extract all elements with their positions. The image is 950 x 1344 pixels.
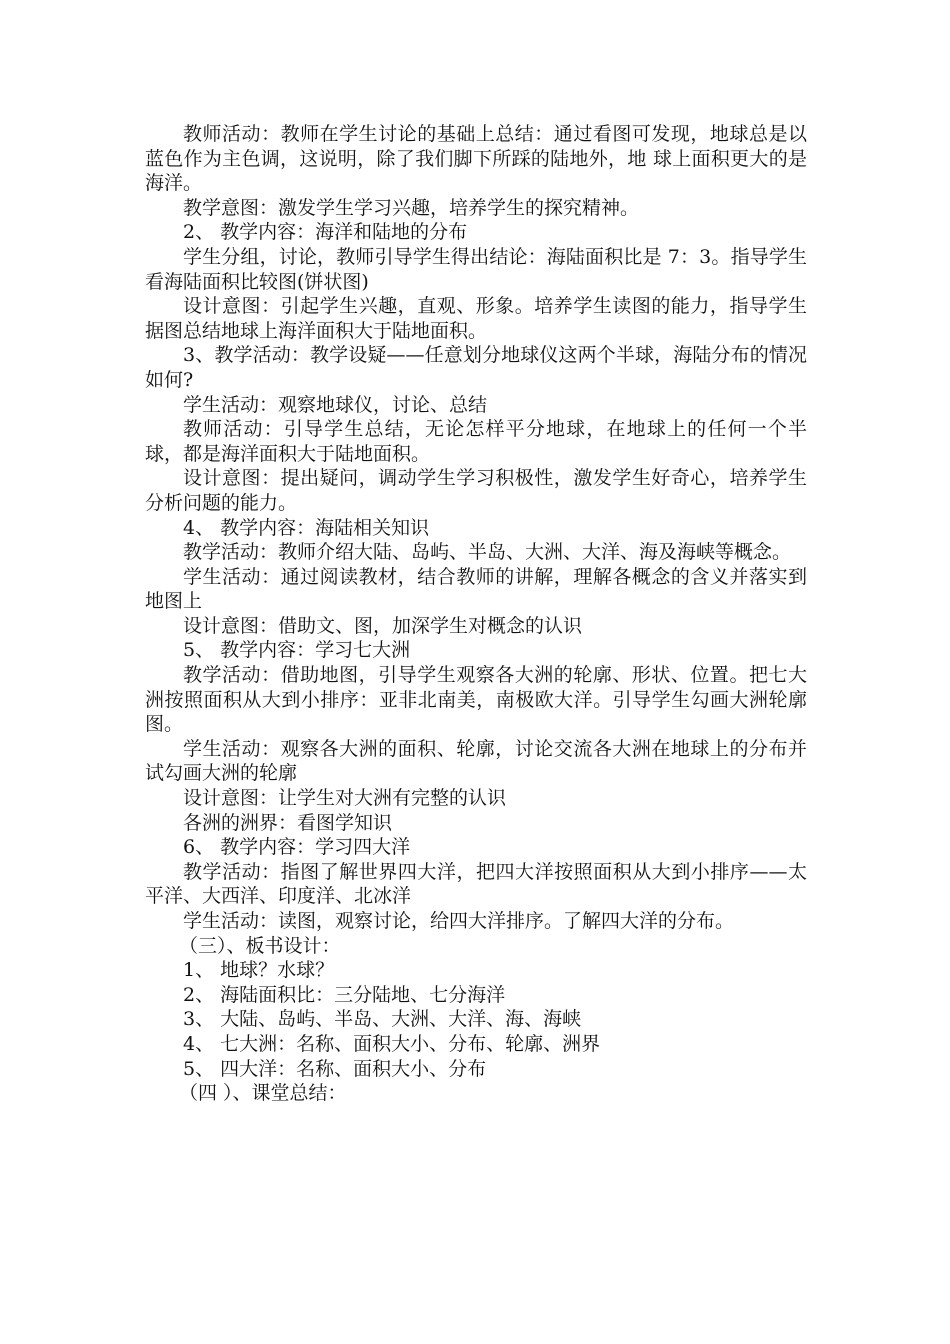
paragraph-continent-boundaries: 各洲的洲界：看图学知识 bbox=[183, 811, 393, 834]
board-item-1: 1、 地球？水球？ bbox=[183, 959, 335, 982]
paragraph-seven-continents-student: 学生活动：观察各大洲的面积、轮廓，讨论交流各大洲在地球上的分布并试勾画大洲的轮廓 bbox=[145, 737, 807, 785]
paragraph-teaching-concepts: 教学活动：教师介绍大陆、岛屿、半岛、大洲、大洋、海及海峡等概念。 bbox=[183, 541, 792, 564]
paragraph-section-6-heading: 6、 教学内容：学习四大洋 bbox=[183, 836, 411, 859]
paragraph-seven-continents-teaching: 教学活动：借助地图，引导学生观察各大洲的轮廓、形状、位置。把七大洲按照面积从大到小排序：亚非北南美，南极欧大洋。引导学生勾画大洲轮廓图。 bbox=[145, 664, 807, 736]
paragraph-student-activity-globe: 学生活动：观察地球仪，讨论、总结 bbox=[183, 393, 488, 416]
paragraph-teacher-activity-hemisphere: 教师活动：引导学生总结，无论怎样平分地球，在地球上的任何一个半球，都是海洋面积大于陆地面积。 bbox=[145, 418, 807, 465]
paragraph-design-intent-2: 设计意图：提出疑问，调动学生学习积极性，激发学生好奇心，培养学生分析问题的能力。 bbox=[145, 467, 807, 514]
paragraph-group-discussion: 学生分组，讨论，教师引导学生得出结论：海陆面积比是 7：3。指导学生看海陆面积比较图(饼状图) bbox=[145, 245, 807, 293]
paragraph-teaching-intent: 教学意图：激发学生学习兴趣，培养学生的探究精神。 bbox=[183, 196, 640, 219]
paragraph-section-5-heading: 5、 教学内容：学习七大洲 bbox=[183, 639, 411, 662]
document-body bbox=[145, 122, 807, 1106]
paragraph-design-intent-4: 设计意图：让学生对大洲有完整的认识 bbox=[183, 787, 507, 810]
paragraph-four-oceans-student: 学生活动：读图，观察讨论，给四大洋排序。了解四大洋的分布。 bbox=[183, 910, 735, 932]
board-item-5: 5、 四大洋：名称、面积大小、分布 bbox=[183, 1057, 487, 1080]
board-item-2: 2、 海陆面积比：三分陆地、七分海洋 bbox=[183, 983, 506, 1006]
paragraph-teacher-summary: 教师活动：教师在学生讨论的基础上总结：通过看图可发现，地球总是以蓝色作为主色调，这说明，除了我们脚下所踩的陆地外，地 球上面积更大的是海洋。 bbox=[145, 123, 807, 195]
paragraph-four-oceans-teaching: 教学活动：指图了解世界四大洋，把四大洋按照面积从大到小排序——太平洋、大西洋、印度洋、北冰洋 bbox=[145, 860, 807, 908]
paragraph-section-4-heading: 4、 教学内容：海陆相关知识 bbox=[183, 516, 430, 539]
board-item-4: 4、 七大洲：名称、面积大小、分布、轮廓、洲界 bbox=[183, 1032, 601, 1055]
paragraph-board-design-heading: （三）、板书设计： bbox=[179, 934, 341, 957]
paragraph-design-intent-1: 设计意图：引起学生兴趣，直观、形象。培养学生读图的能力，指导学生据图总结地球上海洋面积大于陆地面积。 bbox=[145, 295, 807, 342]
paragraph-section-2-heading: 2、 教学内容：海洋和陆地的分布 bbox=[183, 221, 468, 244]
paragraph-design-intent-3: 设计意图：借助文、图，加深学生对概念的认识 bbox=[183, 614, 583, 637]
paragraph-section-3-heading: 3、教学活动：教学设疑——任意划分地球仪这两个半球，海陆分布的情况如何? bbox=[145, 344, 807, 391]
paragraph-class-summary-heading: （四 ）、课堂总结： bbox=[179, 1082, 347, 1105]
paragraph-student-reading: 学生活动：通过阅读教材，结合教师的讲解，理解各概念的含义并落实到地图上 bbox=[145, 565, 807, 613]
board-item-3: 3、 大陆、岛屿、半岛、大洲、大洋、海、海峡 bbox=[183, 1008, 582, 1031]
